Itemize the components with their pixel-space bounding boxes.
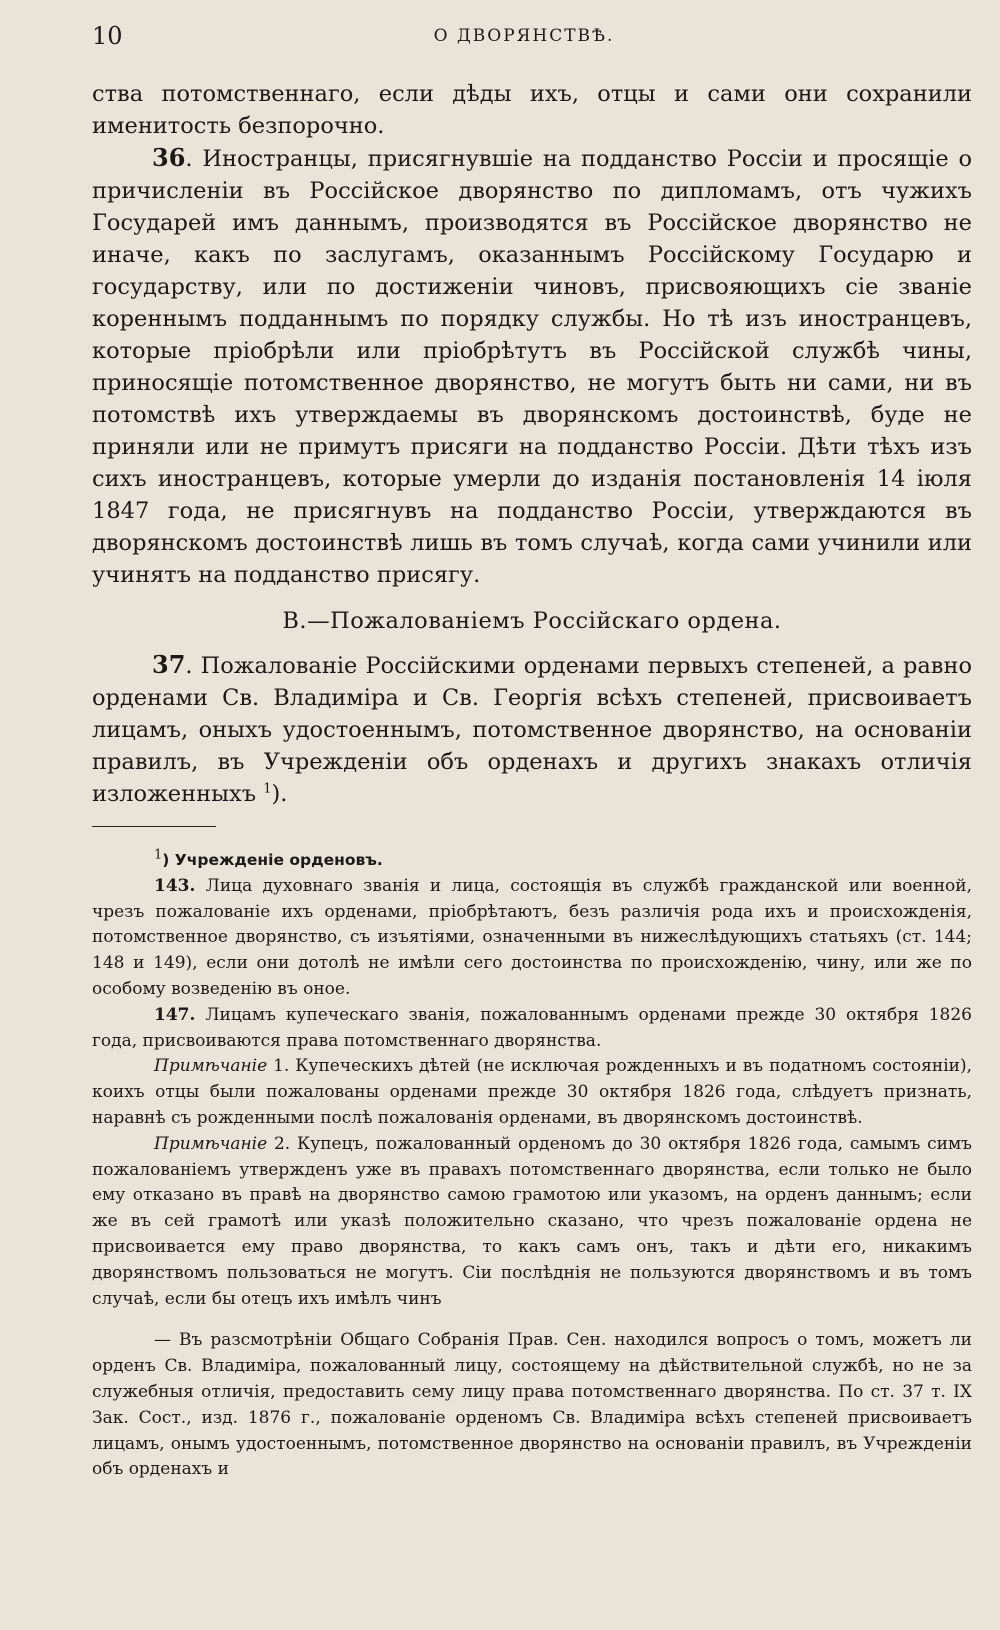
article-36 <box>92 142 972 591</box>
footnote-note-2: Примѣчаніе 2. Купецъ, пожалованный орденомъ до 30 октября 1826 года, самымъ симъ пожалованіемъ утвержденъ уже въ правахъ потомственнаго дворянства, если только не было ему отказано въ правѣ на дворянство самою грамотою или указомъ, на орденъ даннымъ; если же въ сей грамотѣ или указѣ положительно сказано, что чрезъ пожалованіе ордена не присвоивается ему право дворянства, то какъ самъ онъ, такъ и дѣти его, никакимъ дворянствомъ пользоваться не могутъ. Сіи послѣднія не пользуются дворянствомъ и въ томъ случаѣ, если бы отецъ ихъ имѣлъ чинъ <box>92 1133 972 1309</box>
footnote-article-147: 147. Лицамъ купеческаго званія, пожалованнымъ орденами прежде 30 октября 1826 года, присвоиваются права потомственнаго дворянства. <box>92 1004 972 1051</box>
article-number: 36 <box>152 143 186 172</box>
article-number: 37 <box>152 650 186 679</box>
article-text: . Пожалованіе Россійскими орденами первыхъ степеней, а равно орденами Св. Владиміра и Св. Георгія всѣхъ степеней, присвоиваетъ лицамъ, оныхъ удостоеннымъ, потомственное дворянство, на основаніи правилъ, въ Учрежденіи объ орденахъ и другихъ знакахъ отличія изложенныхъ <box>92 653 972 807</box>
commentary-paragraph: — Въ разсмотрѣніи Общаго Собранія Прав. Сен. находился вопросъ о томъ, можетъ ли орденъ Св. Владиміра, пожалованный лицу, состоящему на дѣйствительной службѣ, но не за служебныя отличія, предоставить сему лицу права потомственнаго дворянства. По ст. 37 т. IX Зак. Сост., изд. 1876 г., пожалованіе орденомъ Св. Владиміра всѣхъ степеней присвоиваетъ лицамъ, онымъ удостоеннымъ, потомственное дворянство на основаніи правилъ, въ Учрежденіи объ орденахъ и <box>92 1330 972 1480</box>
page-number: 10 <box>92 22 123 50</box>
running-title: О ДВОРЯНСТВѢ. <box>433 26 615 46</box>
footnote-reference: 1 <box>263 781 272 797</box>
footnote-separator <box>92 826 216 827</box>
footnote-note-1: Примѣчаніе 1. Купеческихъ дѣтей (не исключая рожденныхъ и въ податномъ состояніи), коихъ отцы были пожалованы орденами прежде 30 октября 1826 года, слѣдуетъ признать, наравнѣ съ рожденными послѣ пожалованія орденами, въ дворянскомъ достоинствѣ. <box>92 1056 972 1128</box>
section-heading: В.—Пожалованіемъ Россійскаго ордена. <box>282 608 782 634</box>
article-37: 37. Пожалованіе Россійскими орденами первыхъ степеней, а равно орденами Св. Владиміра и Св. Георгія всѣхъ степеней, присвоиваетъ лицамъ, оныхъ удостоеннымъ, потомственное дворянство, на основаніи правилъ, въ Учрежденіи объ орденахъ и другихъ знакахъ отличія изложенныхъ $^1$). <box>92 650 972 807</box>
spacer <box>92 1312 972 1328</box>
footnotes <box>92 848 972 1483</box>
main-text <box>92 78 972 810</box>
footnote-title: $^1$) Учрежденіе орденовъ. <box>154 847 383 869</box>
article-text: . Иностранцы, присягнувшіе на подданство Россіи и просящіе о причисленіи въ Россійское дворянство по дипломамъ, отъ чужихъ Государей имъ даннымъ, производятся въ Россійское дворянство не иначе, какъ по заслугамъ, оказаннымъ Россійскому Государю и государству, или по достиженіи чиновъ, присвояющихъ сіе званіе кореннымъ подданнымъ по порядку службы. Но тѣ изъ иностранцевъ, которые пріобрѣли или пріобрѣтутъ въ Россійской службѣ чины, приносящіе потомственное дворянство, не могутъ быть ни сами, ни въ потомствѣ ихъ утверждаемы въ дворянскомъ достоинствѣ, буде не приняли или не примутъ присяги на подданство Россіи. Дѣти тѣхъ изъ сихъ иностранцевъ, которые умерли до изданія постановленія 14 іюля 1847 года, не присягнувъ на подданство Россіи, утверждаются въ дворянскомъ достоинствѣ лишь въ томъ случаѣ, когда сами учинили или учинятъ на подданство присягу. <box>92 146 972 588</box>
page-header <box>92 22 956 56</box>
paragraph-continuation: ства потомственнаго, если дѣды ихъ, отцы и сами они сохранили именитость безпорочно. <box>92 81 972 139</box>
footnote-article-143: 143. Лица духовнаго званія и лица, состоящія въ службѣ гражданской или военной, чрезъ пожалованіе ихъ орденами, пріобрѣтаютъ, безъ различія рода ихъ и происхожденія, потомственное дворянство, съ изъятіями, означенными въ нижеслѣдующихъ статьяхъ (ст. 144; 148 и 149), если они дотолѣ не имѣли сего достоинства по происхожденію, чину, или же по особому возведенію въ оное. <box>92 875 972 999</box>
